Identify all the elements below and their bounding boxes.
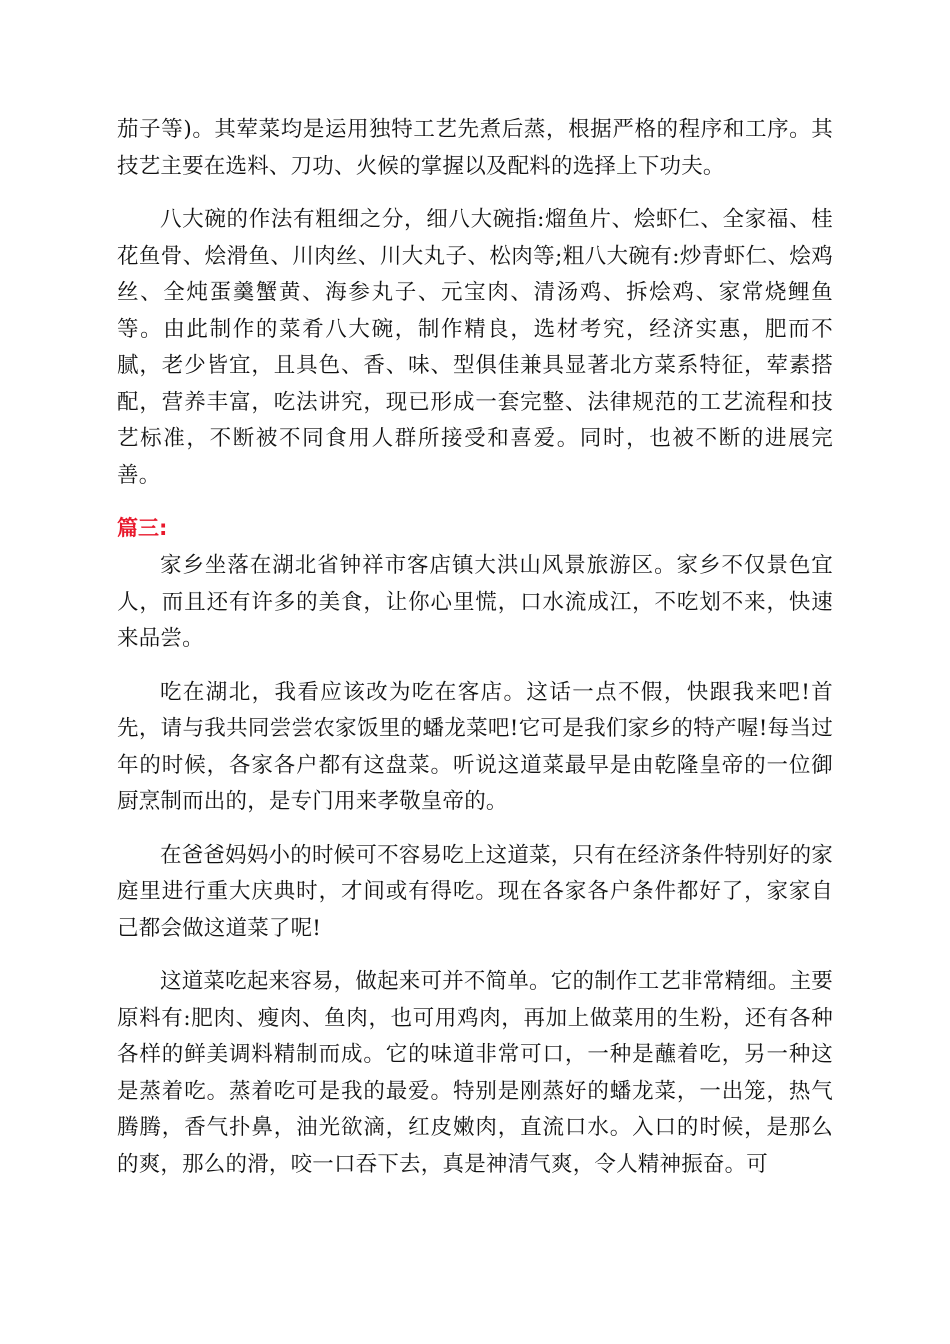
paragraph-eating-in-hubei: 吃在湖北，我看应该改为吃在客店。这话一点不假，快跟我来吧!首先，请与我共同尝尝农家饭里的蟠龙菜吧!它可是我们家乡的特产喔!每当过年的时候，各家各户都有这盘菜。听说这道菜最早是由乾隆皇帝的一位御厨烹制而出的，是专门用来孝敬皇帝的。	[117, 679, 833, 814]
paragraph-parents-childhood: 在爸爸妈妈小的时候可不容易吃上这道菜，只有在经济条件特别好的家庭里进行重大庆典时，才间或有得吃。现在各家各户条件都好了，家家自己都会做这道菜了呢!	[117, 842, 833, 941]
paragraph-hometown: 家乡坐落在湖北省钟祥市客店镇大洪山风景旅游区。家乡不仅景色宜人，而且还有许多的美食，让你心里慌，口水流成江，不吃划不来，快速来品尝。	[117, 553, 833, 651]
paragraph-intro-continuation: 茄子等)。其荤菜均是运用独特工艺先煮后蒸，根据严格的程序和工序。其技艺主要在选料、刀功、火候的掌握以及配料的选择上下功夫。	[117, 117, 833, 179]
paragraph-eight-bowls: 八大碗的作法有粗细之分，细八大碗指:熘鱼片、烩虾仁、全家福、桂花鱼骨、烩滑鱼、川肉丝、川大丸子、松肉等;粗八大碗有:炒青虾仁、烩鸡丝、全炖蛋羹蟹黄、海参丸子、元宝肉、清汤鸡、拆烩鸡、家常烧鲤鱼等。由此制作的菜肴八大碗，制作精良，选材考究，经济实惠，肥而不腻，老少皆宜，且具色、香、味、型俱佳兼具显著北方菜系特征，荤素搭配，营养丰富，吃法讲究，现已形成一套完整、法律规范的工艺流程和技艺标准，不断被不同食用人群所接受和喜爱。同时，也被不断的进展完善。	[117, 207, 833, 488]
document-page	[117, 112, 833, 1183]
section-heading-part-three: 篇三:	[117, 516, 168, 540]
paragraph-panlong-dish: 这道菜吃起来容易，做起来可并不简单。它的制作工艺非常精细。主要原料有:肥肉、瘦肉、鱼肉，也可用鸡肉，再加上做菜用的生粉，还有各种各样的鲜美调料精制而成。它的味道非常可口，一种是蘸着吃，另一种这是蒸着吃。蒸着吃可是我的最爱。特别是刚蒸好的蟠龙菜，一出笼，热气腾腾，香气扑鼻，油光欲滴，红皮嫩肉，直流口水。入口的时候，是那么的爽，那么的滑，咬一口吞下去，真是神清气爽，令人精神振奋。可	[117, 969, 833, 1177]
